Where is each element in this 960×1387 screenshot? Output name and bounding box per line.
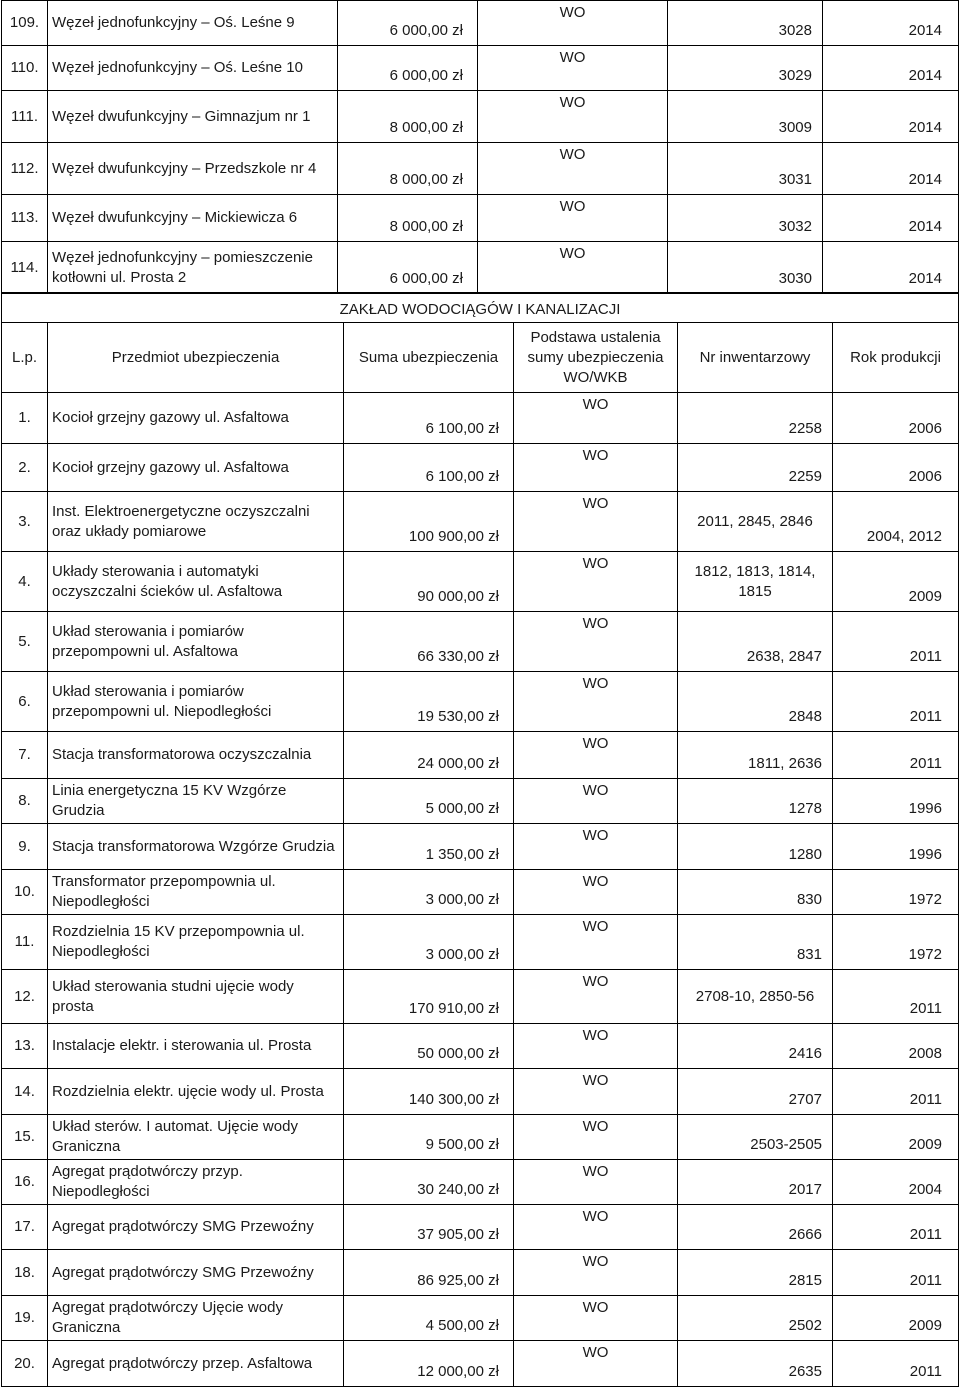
row-number: 15. xyxy=(2,1115,48,1160)
row-subject: Agregat prądotwórczy SMG Przewoźny xyxy=(48,1205,344,1250)
row-subject: Węzeł dwufunkcyjny – Gimnazjum nr 1 xyxy=(48,91,338,143)
row-year: 2014 xyxy=(823,46,959,91)
table-row xyxy=(2,195,959,242)
row-sum: 100 900,00 zł xyxy=(344,492,514,552)
table-row xyxy=(2,1341,959,1387)
row-inventory: 1278 xyxy=(678,779,833,824)
row-inventory: 2815 xyxy=(678,1250,833,1296)
row-year: 2014 xyxy=(823,195,959,242)
row-inventory: 3029 xyxy=(668,46,823,91)
row-sum: 30 240,00 zł xyxy=(344,1160,514,1205)
table-row xyxy=(2,779,959,824)
row-number: 14. xyxy=(2,1069,48,1115)
table-row xyxy=(2,612,959,672)
row-sum: 86 925,00 zł xyxy=(344,1250,514,1296)
row-inventory: 2258 xyxy=(678,393,833,444)
row-year: 1972 xyxy=(833,915,959,970)
row-subject: Instalacje elektr. i sterowania ul. Prosta xyxy=(48,1024,344,1069)
row-sum: 6 100,00 zł xyxy=(344,444,514,492)
row-subject: Inst. Elektroenergetyczne oczyszczalni oraz układy pomiarowe xyxy=(48,492,344,552)
row-sum: 24 000,00 zł xyxy=(344,732,514,779)
row-number: 3. xyxy=(2,492,48,552)
row-basis: WO xyxy=(514,444,678,492)
row-subject: Agregat prądotwórczy przep. Asfaltowa xyxy=(48,1341,344,1387)
row-sum: 6 000,00 zł xyxy=(338,1,478,46)
row-subject: Agregat prądotwórczy przyp. Niepodległości xyxy=(48,1160,344,1205)
row-inventory: 1811, 2636 xyxy=(678,732,833,779)
row-sum: 3 000,00 zł xyxy=(344,870,514,915)
table-row xyxy=(2,1296,959,1341)
row-sum: 8 000,00 zł xyxy=(338,91,478,143)
row-subject: Układ sterowania i pomiarów przepompowni ul. Niepodległości xyxy=(48,672,344,732)
row-subject: Stacja transformatorowa Wzgórze Grudzia xyxy=(48,824,344,870)
table-row xyxy=(2,46,959,91)
row-number: 13. xyxy=(2,1024,48,1069)
row-inventory: 3028 xyxy=(668,1,823,46)
top-asset-table xyxy=(1,0,959,294)
row-inventory: 1812, 1813, 1814, 1815 xyxy=(678,552,833,612)
table-row xyxy=(2,970,959,1024)
row-basis: WO xyxy=(514,1160,678,1205)
row-sum: 6 000,00 zł xyxy=(338,46,478,91)
row-number: 12. xyxy=(2,970,48,1024)
header-lp: L.p. xyxy=(2,323,48,393)
row-sum: 90 000,00 zł xyxy=(344,552,514,612)
header-sum: Suma ubezpieczenia xyxy=(344,323,514,393)
row-sum: 6 100,00 zł xyxy=(344,393,514,444)
row-subject: Węzeł jednofunkcyjny – pomieszczenie kotłowni ul. Prosta 2 xyxy=(48,242,338,294)
row-inventory: 2011, 2845, 2846 xyxy=(678,492,833,552)
row-number: 18. xyxy=(2,1250,48,1296)
row-number: 5. xyxy=(2,612,48,672)
table-row xyxy=(2,242,959,294)
row-year: 1996 xyxy=(833,779,959,824)
row-basis: WO xyxy=(514,1296,678,1341)
row-inventory: 2666 xyxy=(678,1205,833,1250)
row-inventory: 2848 xyxy=(678,672,833,732)
row-basis: WO xyxy=(478,143,668,195)
header-inventory: Nr inwentarzowy xyxy=(678,323,833,393)
row-subject: Węzeł jednofunkcyjny – Oś. Leśne 9 xyxy=(48,1,338,46)
row-number: 16. xyxy=(2,1160,48,1205)
row-basis: WO xyxy=(514,732,678,779)
row-basis: WO xyxy=(514,1115,678,1160)
row-year: 2011 xyxy=(833,672,959,732)
row-number: 110. xyxy=(2,46,48,91)
table-row xyxy=(2,91,959,143)
table-row xyxy=(2,1,959,46)
table-row xyxy=(2,870,959,915)
table-row xyxy=(2,915,959,970)
row-year: 2014 xyxy=(823,242,959,294)
row-basis: WO xyxy=(514,970,678,1024)
table-row xyxy=(2,393,959,444)
row-year: 2011 xyxy=(833,1069,959,1115)
row-year: 2009 xyxy=(833,1296,959,1341)
row-subject: Układ sterowania studni ujęcie wody prosta xyxy=(48,970,344,1024)
row-subject: Układy sterowania i automatyki oczyszczalni ścieków ul. Asfaltowa xyxy=(48,552,344,612)
row-year: 2011 xyxy=(833,732,959,779)
row-number: 10. xyxy=(2,870,48,915)
row-year: 2014 xyxy=(823,143,959,195)
row-inventory: 2017 xyxy=(678,1160,833,1205)
row-year: 2009 xyxy=(833,1115,959,1160)
row-number: 7. xyxy=(2,732,48,779)
wodociagi-asset-table xyxy=(1,292,959,1387)
row-year: 2014 xyxy=(823,91,959,143)
row-year: 1972 xyxy=(833,870,959,915)
row-sum: 6 000,00 zł xyxy=(338,242,478,294)
row-inventory: 830 xyxy=(678,870,833,915)
row-inventory: 2259 xyxy=(678,444,833,492)
header-year: Rok produkcji xyxy=(833,323,959,393)
row-number: 114. xyxy=(2,242,48,294)
row-basis: WO xyxy=(514,1024,678,1069)
row-basis: WO xyxy=(514,393,678,444)
row-year: 2014 xyxy=(823,1,959,46)
row-basis: WO xyxy=(514,870,678,915)
header-subject: Przedmiot ubezpieczenia xyxy=(48,323,344,393)
row-basis: WO xyxy=(514,779,678,824)
table-row xyxy=(2,1250,959,1296)
row-basis: WO xyxy=(514,1341,678,1387)
table-row xyxy=(2,732,959,779)
row-year: 2008 xyxy=(833,1024,959,1069)
row-subject: Agregat prądotwórczy Ujęcie wody Graniczna xyxy=(48,1296,344,1341)
row-sum: 140 300,00 zł xyxy=(344,1069,514,1115)
row-number: 1. xyxy=(2,393,48,444)
top-table-body xyxy=(2,1,959,294)
row-subject: Transformator przepompownia ul. Niepodległości xyxy=(48,870,344,915)
row-subject: Węzeł jednofunkcyjny – Oś. Leśne 10 xyxy=(48,46,338,91)
row-basis: WO xyxy=(478,242,668,294)
row-basis: WO xyxy=(478,91,668,143)
header-basis: Podstawa ustalenia sumy ubezpieczenia WO/WKB xyxy=(514,323,678,393)
table-row xyxy=(2,1115,959,1160)
table-row xyxy=(2,672,959,732)
row-subject: Linia energetyczna 15 KV Wzgórze Grudzia xyxy=(48,779,344,824)
row-basis: WO xyxy=(478,1,668,46)
table-row xyxy=(2,824,959,870)
row-year: 2009 xyxy=(833,552,959,612)
row-inventory: 3009 xyxy=(668,91,823,143)
table-row xyxy=(2,143,959,195)
row-inventory: 2707 xyxy=(678,1069,833,1115)
row-number: 17. xyxy=(2,1205,48,1250)
row-subject: Węzeł dwufunkcyjny – Mickiewicza 6 xyxy=(48,195,338,242)
row-sum: 8 000,00 zł xyxy=(338,195,478,242)
row-basis: WO xyxy=(514,824,678,870)
row-inventory: 3031 xyxy=(668,143,823,195)
row-year: 2011 xyxy=(833,970,959,1024)
row-year: 2011 xyxy=(833,1341,959,1387)
row-number: 20. xyxy=(2,1341,48,1387)
row-sum: 9 500,00 zł xyxy=(344,1115,514,1160)
table-row xyxy=(2,1205,959,1250)
main-table-body xyxy=(2,393,959,1387)
row-number: 4. xyxy=(2,552,48,612)
row-subject: Węzeł dwufunkcyjny – Przedszkole nr 4 xyxy=(48,143,338,195)
row-number: 2. xyxy=(2,444,48,492)
row-basis: WO xyxy=(514,492,678,552)
row-inventory: 1280 xyxy=(678,824,833,870)
row-sum: 1 350,00 zł xyxy=(344,824,514,870)
row-year: 2006 xyxy=(833,444,959,492)
row-sum: 50 000,00 zł xyxy=(344,1024,514,1069)
row-basis: WO xyxy=(514,1205,678,1250)
row-sum: 4 500,00 zł xyxy=(344,1296,514,1341)
row-inventory: 2502 xyxy=(678,1296,833,1341)
row-inventory: 2635 xyxy=(678,1341,833,1387)
row-number: 19. xyxy=(2,1296,48,1341)
row-basis: WO xyxy=(514,672,678,732)
table-row xyxy=(2,492,959,552)
row-number: 6. xyxy=(2,672,48,732)
row-number: 109. xyxy=(2,1,48,46)
row-sum: 12 000,00 zł xyxy=(344,1341,514,1387)
row-sum: 5 000,00 zł xyxy=(344,779,514,824)
row-year: 2011 xyxy=(833,1205,959,1250)
row-inventory: 3032 xyxy=(668,195,823,242)
table-row xyxy=(2,444,959,492)
row-number: 112. xyxy=(2,143,48,195)
row-number: 9. xyxy=(2,824,48,870)
row-basis: WO xyxy=(514,552,678,612)
row-inventory: 2503-2505 xyxy=(678,1115,833,1160)
row-subject: Rozdzielnia 15 KV przepompownia ul. Niepodległości xyxy=(48,915,344,970)
row-inventory: 2638, 2847 xyxy=(678,612,833,672)
row-sum: 19 530,00 zł xyxy=(344,672,514,732)
row-subject: Agregat prądotwórczy SMG Przewoźny xyxy=(48,1250,344,1296)
row-number: 11. xyxy=(2,915,48,970)
table-row xyxy=(2,1069,959,1115)
row-basis: WO xyxy=(514,1069,678,1115)
row-sum: 37 905,00 zł xyxy=(344,1205,514,1250)
row-basis: WO xyxy=(478,195,668,242)
row-year: 2006 xyxy=(833,393,959,444)
row-number: 113. xyxy=(2,195,48,242)
row-inventory: 831 xyxy=(678,915,833,970)
row-inventory: 2416 xyxy=(678,1024,833,1069)
row-basis: WO xyxy=(514,1250,678,1296)
table-row xyxy=(2,1024,959,1069)
row-year: 2004, 2012 xyxy=(833,492,959,552)
row-inventory: 2708-10, 2850-56 xyxy=(678,970,833,1024)
row-year: 1996 xyxy=(833,824,959,870)
row-number: 111. xyxy=(2,91,48,143)
section-title: ZAKŁAD WODOCIĄGÓW I KANALIZACJI xyxy=(2,293,959,323)
row-subject: Stacja transformatorowa oczyszczalnia xyxy=(48,732,344,779)
row-sum: 3 000,00 zł xyxy=(344,915,514,970)
row-sum: 66 330,00 zł xyxy=(344,612,514,672)
row-inventory: 3030 xyxy=(668,242,823,294)
row-sum: 170 910,00 zł xyxy=(344,970,514,1024)
row-subject: Układ sterowania i pomiarów przepompowni ul. Asfaltowa xyxy=(48,612,344,672)
row-basis: WO xyxy=(478,46,668,91)
row-subject: Kocioł grzejny gazowy ul. Asfaltowa xyxy=(48,393,344,444)
row-year: 2011 xyxy=(833,1250,959,1296)
row-year: 2011 xyxy=(833,612,959,672)
row-subject: Kocioł grzejny gazowy ul. Asfaltowa xyxy=(48,444,344,492)
table-row xyxy=(2,552,959,612)
row-number: 8. xyxy=(2,779,48,824)
row-basis: WO xyxy=(514,915,678,970)
row-year: 2004 xyxy=(833,1160,959,1205)
row-subject: Rozdzielnia elektr. ujęcie wody ul. Prosta xyxy=(48,1069,344,1115)
row-basis: WO xyxy=(514,612,678,672)
row-sum: 8 000,00 zł xyxy=(338,143,478,195)
row-subject: Układ sterów. I automat. Ujęcie wody Graniczna xyxy=(48,1115,344,1160)
table-row xyxy=(2,1160,959,1205)
